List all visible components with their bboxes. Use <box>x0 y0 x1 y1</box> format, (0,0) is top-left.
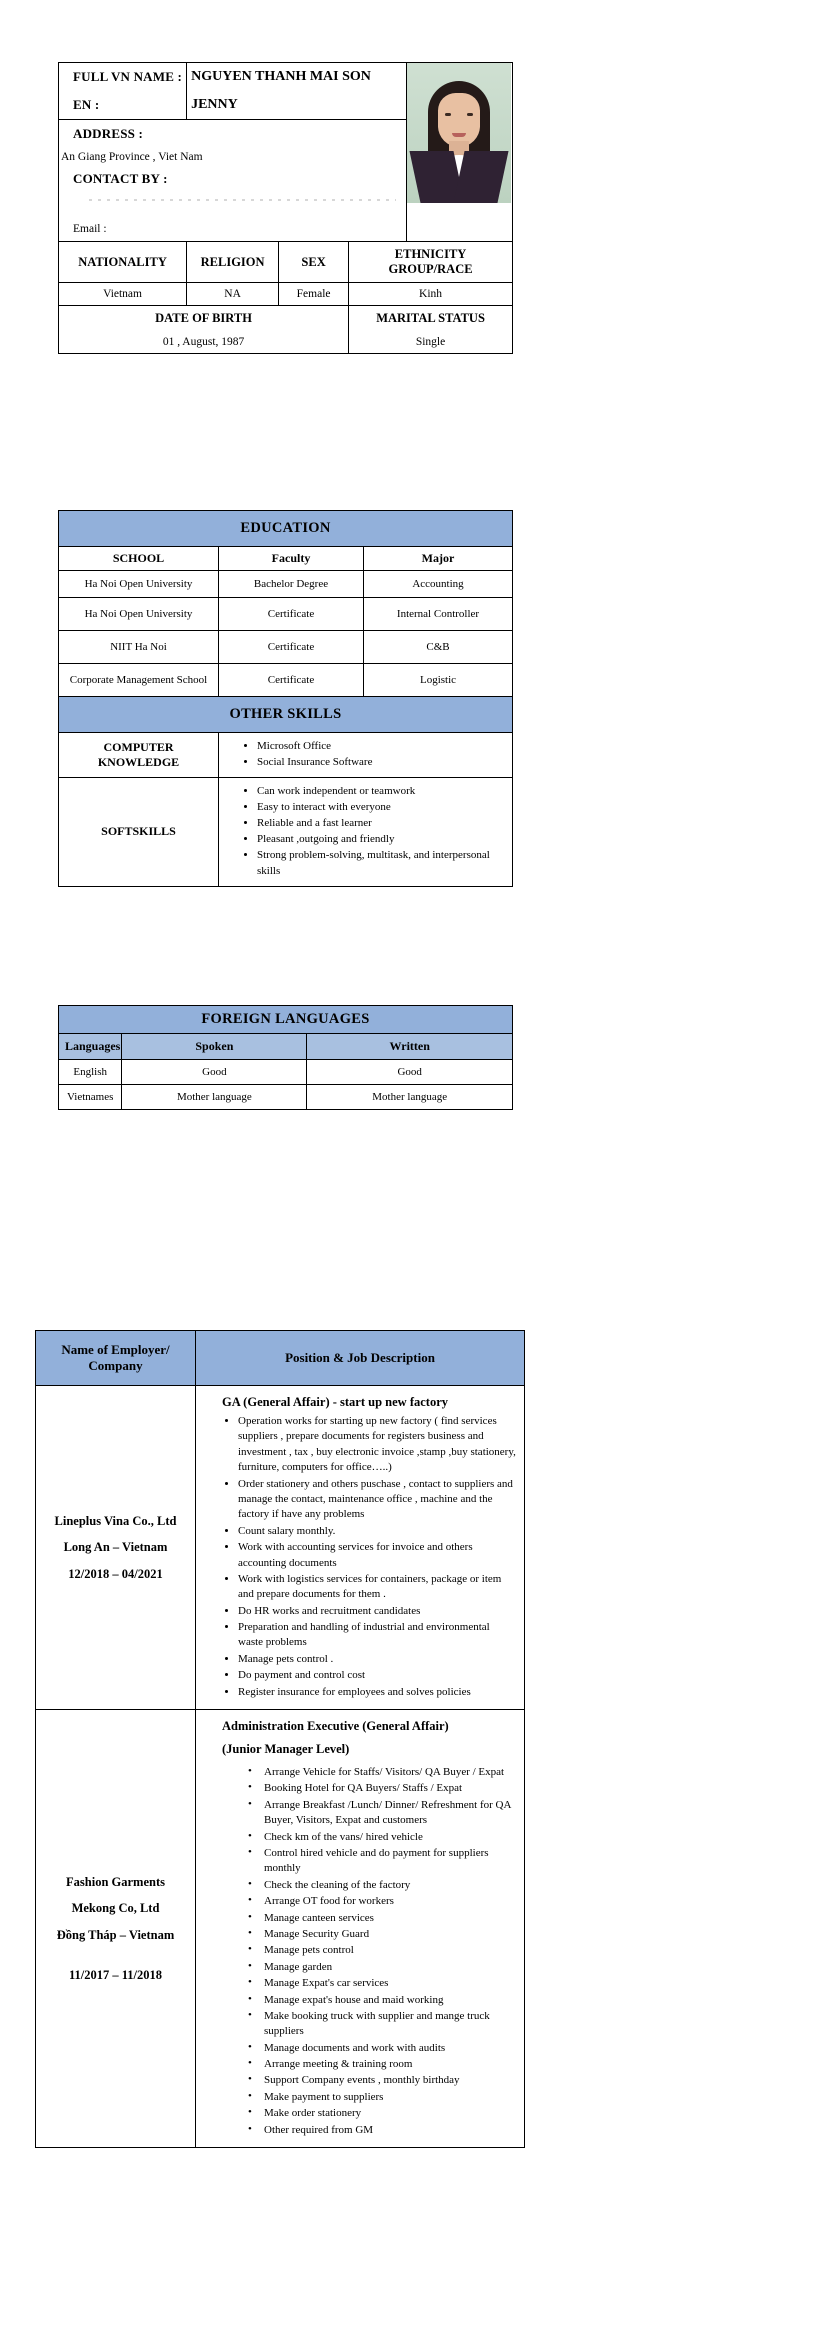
list-item: • Check the cleaning of the factory <box>238 1878 516 1893</box>
en-name-value: JENNY <box>187 91 407 120</box>
list-item: • Pleasant ,outgoing and friendly <box>257 832 504 848</box>
lang-spoken-1: Mother language <box>122 1085 307 1110</box>
list-item: • Preparation and handling of industrial and environmental waste problems <box>238 1620 516 1651</box>
list-item: • Easy to interact with everyone <box>257 800 504 816</box>
full-vn-name-value: NGUYEN THANH MAI SON <box>187 63 407 92</box>
list-item: • Arrange Vehicle for Staffs/ Visitors/ QA Buyer / Expat <box>238 1765 516 1780</box>
list-item: • Manage pets control <box>238 1943 516 1958</box>
marital-header: MARITAL STATUS <box>349 306 513 332</box>
edu-faculty-3: Certificate <box>219 664 364 697</box>
table-row <box>59 1060 513 1085</box>
lang-written-0: Good <box>307 1060 513 1085</box>
position-header: Position & Job Description <box>196 1331 525 1386</box>
employment-row-1 <box>36 1710 525 2148</box>
contact-redacted-area <box>59 199 406 217</box>
edu-major-2: C&B <box>364 631 513 664</box>
job-bullets-0 <box>204 1414 516 1700</box>
employer-line: Đồng Tháp – Vietnam <box>56 1927 175 1942</box>
ethnicity-header: ETHNICITY GROUP/RACE <box>349 242 513 283</box>
list-item: • Microsoft Office <box>257 739 504 755</box>
education-header-row <box>59 547 513 571</box>
list-item: • Manage documents and work with audits <box>238 2041 516 2056</box>
sex-value: Female <box>279 283 349 306</box>
employment-section <box>35 1330 525 2148</box>
employment-table <box>35 1330 525 2148</box>
table-row <box>59 1085 513 1110</box>
employer-header: Name of Employer/ Company <box>36 1331 196 1386</box>
list-item: • Strong problem-solving, multitask, and interpersonal skills <box>257 848 504 880</box>
softskills-row <box>59 778 513 887</box>
other-skills-title: OTHER SKILLS <box>59 697 513 733</box>
list-item: • Arrange Breakfast /Lunch/ Dinner/ Refreshment for QA Buyer, Visitors, Expat and customers <box>238 1798 516 1829</box>
foreign-languages-title-row <box>59 1006 513 1034</box>
job-bullets-1 <box>204 1765 516 2138</box>
address-value: An Giang Province , Viet Nam <box>61 151 203 163</box>
list-item: • Make order stationery <box>238 2106 516 2121</box>
employment-row-0 <box>36 1386 525 1710</box>
table-row <box>59 631 513 664</box>
edu-school-3: Corporate Management School <box>59 664 219 697</box>
en-name-label: EN : <box>59 91 187 120</box>
list-item: • Manage Security Guard <box>238 1927 516 1942</box>
table-row <box>59 664 513 697</box>
list-item: • Order stationery and others puschase , contact to suppliers and manage the contact, maintenance office , machine and the factory if have any problems <box>238 1477 516 1523</box>
computer-knowledge-list <box>219 733 513 778</box>
nationality-header: NATIONALITY <box>59 242 187 283</box>
list-item: • Check km of the vans/ hired vehicle <box>238 1830 516 1845</box>
dob-value: 01 , August, 1987 <box>59 331 349 354</box>
employment-header-row <box>36 1331 525 1386</box>
list-item: • Make payment to suppliers <box>238 2090 516 2105</box>
list-item: • Operation works for starting up new factory ( find services suppliers , prepare documents for registers business and investment , tax , buy electronic invoice ,stamp ,buy stationery, furniture, computers for office…..) <box>238 1414 516 1476</box>
personal-info-table <box>58 62 513 354</box>
employer-name-1 <box>36 1710 196 2148</box>
employer-line: Lineplus Vina Co., Ltd <box>54 1514 177 1529</box>
foreign-languages-title: FOREIGN LANGUAGES <box>59 1006 513 1034</box>
lang-name-1: Vietnames <box>59 1085 122 1110</box>
school-header: SCHOOL <box>59 547 219 571</box>
list-item: • Make booking truck with supplier and mange truck suppliers <box>238 2009 516 2040</box>
employer-spacer <box>42 1948 189 1962</box>
edu-school-1: Ha Noi Open University <box>59 598 219 631</box>
list-item: • Register insurance for employees and solves policies <box>238 1685 516 1700</box>
edu-school-0: Ha Noi Open University <box>59 571 219 598</box>
other-skills-title-row <box>59 697 513 733</box>
languages-header: Languages <box>59 1034 122 1060</box>
job-title-1: Administration Executive (General Affair) <box>222 1719 449 1734</box>
list-item: • Social Insurance Software <box>257 755 504 771</box>
education-title: EDUCATION <box>59 511 513 547</box>
table-row <box>59 598 513 631</box>
personal-info-section <box>58 62 513 354</box>
employer-line: 12/2018 – 04/2021 <box>68 1566 163 1581</box>
demographics-header-row <box>59 242 513 283</box>
profile-photo <box>407 63 511 203</box>
list-item: • Booking Hotel for QA Buyers/ Staffs / Expat <box>238 1781 516 1796</box>
computer-knowledge-row <box>59 733 513 778</box>
list-item: • Control hired vehicle and do payment for suppliers monthly <box>238 1846 516 1877</box>
employer-line: 11/2017 – 11/2018 <box>68 1967 163 1982</box>
lang-written-1: Mother language <box>307 1085 513 1110</box>
list-item: • Work with logistics services for containers, package or item and prepare documents for them . <box>238 1572 516 1603</box>
list-item: • Do HR works and recruitment candidates <box>238 1604 516 1619</box>
religion-header: RELIGION <box>187 242 279 283</box>
birth-marital-value-row <box>59 331 513 354</box>
edu-faculty-1: Certificate <box>219 598 364 631</box>
list-item: • Support Company events , monthly birthday <box>238 2073 516 2088</box>
full-name-row <box>59 63 513 92</box>
list-item: • Manage garden <box>238 1960 516 1975</box>
religion-value: NA <box>187 283 279 306</box>
employer-line: Fashion Garments <box>66 1875 165 1890</box>
edu-major-0: Accounting <box>364 571 513 598</box>
education-skills-section <box>58 510 513 887</box>
computer-knowledge-label: COMPUTER KNOWLEDGE <box>59 733 219 778</box>
job-description-0 <box>196 1386 525 1710</box>
foreign-languages-header-row <box>59 1034 513 1060</box>
edu-faculty-2: Certificate <box>219 631 364 664</box>
profile-photo-cell <box>407 63 513 242</box>
edu-faculty-0: Bachelor Degree <box>219 571 364 598</box>
birth-marital-header-row <box>59 306 513 332</box>
list-item: • Manage pets control . <box>238 1652 516 1667</box>
list-item: • Manage Expat's car services <box>238 1976 516 1991</box>
education-title-row <box>59 511 513 547</box>
faculty-header: Faculty <box>219 547 364 571</box>
job-description-1 <box>196 1710 525 2148</box>
list-item: • Arrange meeting & training room <box>238 2057 516 2072</box>
employer-line: Long An – Vietnam <box>63 1540 168 1555</box>
softskills-label: SOFTSKILLS <box>59 778 219 887</box>
written-header: Written <box>307 1034 513 1060</box>
nationality-value: Vietnam <box>59 283 187 306</box>
dob-header: DATE OF BIRTH <box>59 306 349 332</box>
contact-by-label: CONTACT BY : <box>73 171 168 186</box>
employer-name-0 <box>36 1386 196 1710</box>
list-item: • Other required from GM <box>238 2123 516 2138</box>
ethnicity-value: Kinh <box>349 283 513 306</box>
sex-header: SEX <box>279 242 349 283</box>
list-item: • Work with accounting services for invoice and others accounting documents <box>238 1540 516 1571</box>
education-table <box>58 510 513 887</box>
foreign-languages-section <box>58 1005 513 1110</box>
list-item: • Manage expat's house and maid working <box>238 1993 516 2008</box>
major-header: Major <box>364 547 513 571</box>
foreign-languages-table <box>58 1005 513 1110</box>
spoken-header: Spoken <box>122 1034 307 1060</box>
softskills-list <box>219 778 513 887</box>
list-item: • Can work independent or teamwork <box>257 784 504 800</box>
lang-name-0: English <box>59 1060 122 1085</box>
job-title-0: GA (General Affair) - start up new factory <box>222 1395 448 1409</box>
edu-major-3: Logistic <box>364 664 513 697</box>
list-item: • Do payment and control cost <box>238 1668 516 1683</box>
employer-line: Mekong Co, Ltd <box>71 1901 160 1916</box>
marital-value: Single <box>349 331 513 354</box>
email-label: Email : <box>73 223 107 235</box>
list-item: • Reliable and a fast learner <box>257 816 504 832</box>
list-item: • Manage canteen services <box>238 1911 516 1926</box>
full-vn-name-label: FULL VN NAME : <box>59 63 187 92</box>
lang-spoken-0: Good <box>122 1060 307 1085</box>
table-row <box>59 571 513 598</box>
address-contact-block <box>59 148 407 242</box>
edu-major-1: Internal Controller <box>364 598 513 631</box>
address-label: ADDRESS : <box>59 120 407 149</box>
list-item: • Arrange OT food for workers <box>238 1894 516 1909</box>
edu-school-2: NIIT Ha Noi <box>59 631 219 664</box>
list-item: • Count salary monthly. <box>238 1524 516 1539</box>
job-subtitle-1: (Junior Manager Level) <box>222 1742 350 1757</box>
demographics-value-row <box>59 283 513 306</box>
